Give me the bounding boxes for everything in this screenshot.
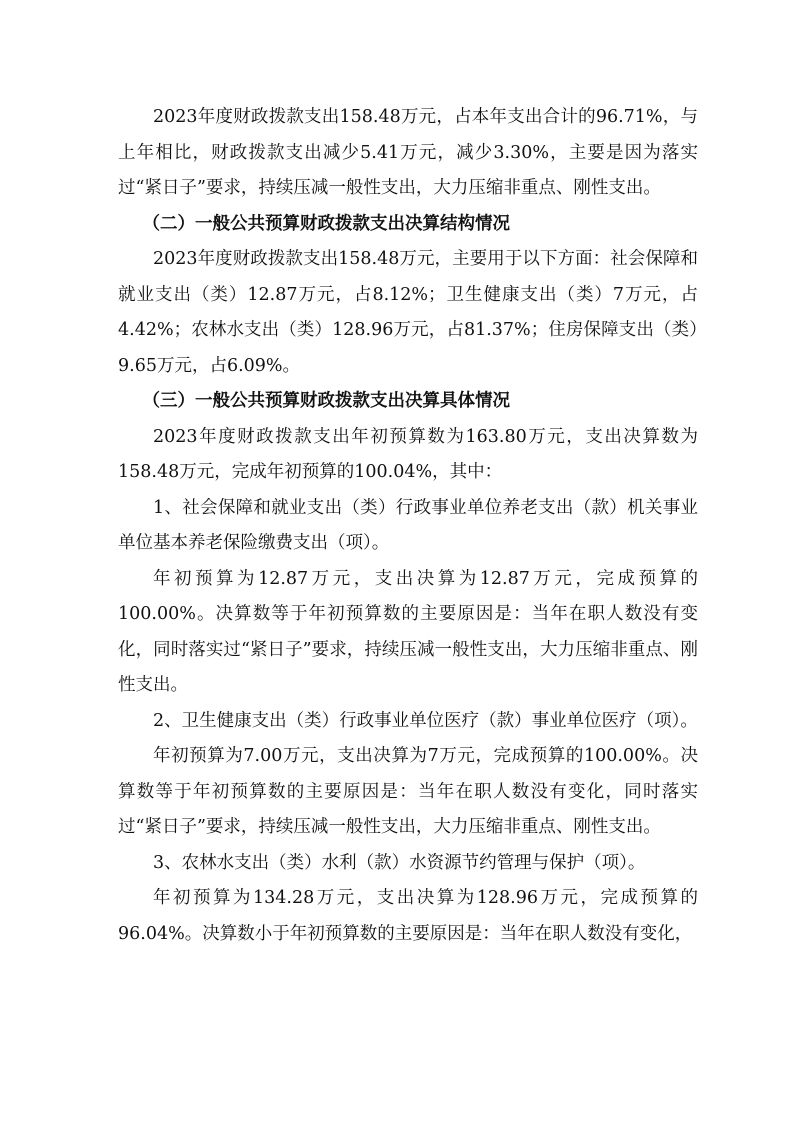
section-heading-details: （三）一般公共预算财政拨款支出决算具体情况	[142, 391, 510, 411]
paragraph-budget-overview: 2023年度财政拨款支出年初预算数为163.80万元，支出决算数为158.48万元，完成年初预算的100.04%，其中：	[118, 426, 698, 482]
item-1-title: 1、社会保障和就业支出（类）行政事业单位养老支出（款）机关事业单位基本养老保险缴费支出（项）。	[118, 497, 698, 553]
section-heading-structure: （二）一般公共预算财政拨款支出决算结构情况	[142, 213, 510, 234]
paragraph-expenditure-summary: 2023年度财政拨款支出158.48万元，占本年支出合计的96.71%，与上年相比，财政拨款支出减少5.41万元，减少3.30%，主要是因为落实过“紧日子”要求，持续压减一般性支出，大力压缩非重点、刚性支出。	[118, 107, 698, 198]
item-1-body: 年初预算为12.87万元，支出决算为12.87万元，完成预算的100.00%。决算数等于年初预算数的主要原因是：当年在职人数没有变化，同时落实过“紧日子”要求，持续压减一般性支出，大力压缩非重点、刚性支出。	[118, 568, 698, 695]
item-2-body: 年初预算为7.00万元，支出决算为7万元，完成预算的100.00%。决算数等于年初预算数的主要原因是：当年在职人数没有变化，同时落实过“紧日子”要求，持续压减一般性支出，大力压缩非重点、刚性支出。	[118, 746, 698, 837]
item-2-title: 2、卫生健康支出（类）行政事业单位医疗（款）事业单位医疗（项）。	[153, 710, 698, 731]
item-3-body: 年初预算为134.28万元，支出决算为128.96万元，完成预算的96.04%。决算数小于年初预算数的主要原因是：当年在职人数没有变化，	[118, 888, 698, 944]
document-body	[118, 100, 698, 952]
paragraph-expenditure-structure: 2023年度财政拨款支出158.48万元，主要用于以下方面：社会保障和就业支出（类）12.87万元，占8.12%；卫生健康支出（类）7万元，占4.42%；农林水支出（类）128.96万元，占81.37%；住房保障支出（类）9.65万元，占6.09%。	[118, 249, 698, 376]
item-3-title: 3、农林水支出（类）水利（款）水资源节约管理与保护（项）。	[153, 852, 646, 873]
